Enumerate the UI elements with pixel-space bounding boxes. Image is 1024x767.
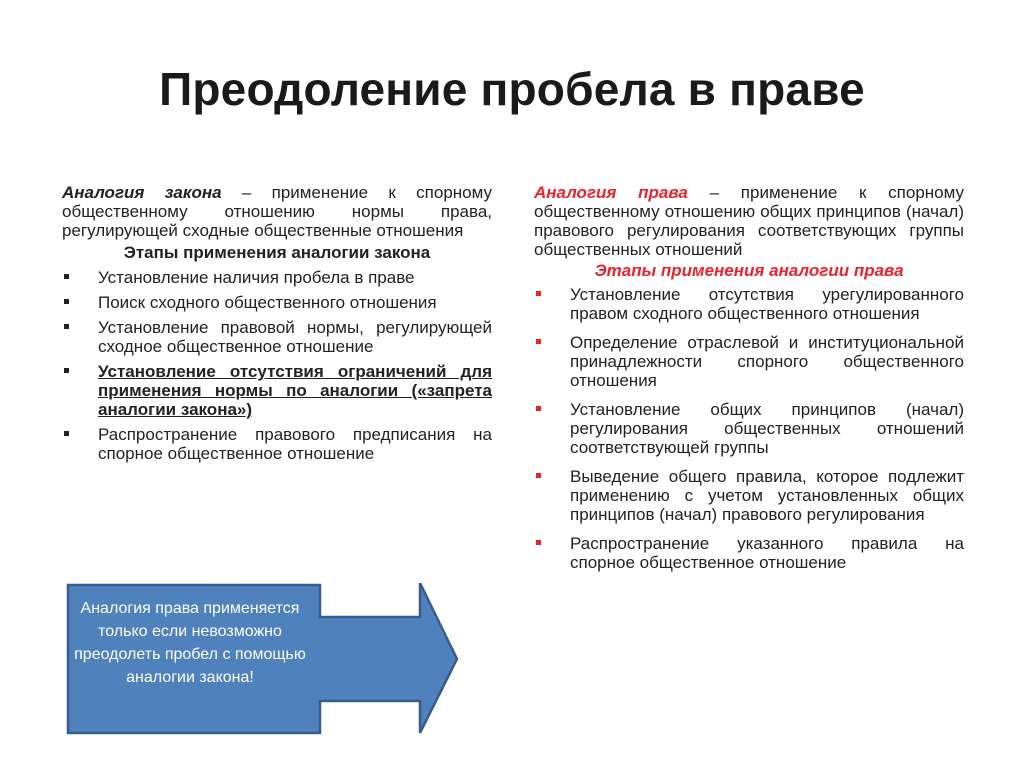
list-item [534, 400, 964, 457]
list-item [534, 467, 964, 524]
list-item-text: Определение отраслевой и институциональной принадлежности спорного общественного отношения [570, 333, 964, 390]
list-item [62, 293, 492, 312]
list-item-text: Выведение общего правила, которое подлежит применению с учетом установленных общих принципов (начал) правового регулирования [570, 467, 964, 524]
square-bullet-icon [64, 274, 69, 279]
callout-text: Аналогия права применяется только если невозможно преодолеть пробел с помощью аналогии закона! [74, 600, 306, 686]
list-item-text: Установление наличия пробела в праве [98, 268, 415, 287]
list-item [62, 268, 492, 287]
square-bullet-icon [64, 368, 69, 373]
law-analogy-stages-list [62, 268, 492, 463]
list-item-text: Распространение указанного правила на спорное общественное отношение [570, 534, 964, 572]
right-column [534, 183, 964, 582]
square-bullet-icon [64, 324, 69, 329]
list-item-text: Распространение правового предписания на спорное общественное отношение [98, 425, 492, 463]
square-bullet-icon [536, 406, 541, 411]
square-bullet-icon [64, 431, 69, 436]
square-bullet-icon [536, 339, 541, 344]
slide-title: Преодоление пробела в праве [159, 63, 865, 115]
right-analogy-definition-text: – применение к спорному общественному отношению общих принципов (начал) правового регулирования соответствующих группы общественных отношений [534, 183, 965, 259]
list-item-text: Установление отсутствия урегулированного правом сходного общественного отношения [570, 285, 964, 323]
square-bullet-icon [536, 473, 541, 478]
list-item [62, 318, 492, 356]
list-item-text: Установление общих принципов (начал) регулирования общественных отношений соответствующей группы [570, 400, 964, 457]
list-item [534, 285, 964, 323]
list-item [534, 333, 964, 390]
right-analogy-definition [534, 183, 964, 259]
right-analogy-term: Аналогия права [534, 183, 688, 202]
right-analogy-stages-list [534, 285, 964, 572]
list-item [62, 425, 492, 463]
law-analogy-term: Аналогия закона [62, 183, 222, 202]
callout-arrow [66, 583, 459, 735]
square-bullet-icon [536, 540, 541, 545]
law-analogy-stages-title: Этапы применения аналогии закона [123, 243, 431, 262]
law-analogy-definition [62, 183, 492, 240]
list-item [534, 534, 964, 572]
list-item-text: Установление правовой нормы, регулирующей сходное общественное отношение [98, 318, 492, 356]
list-item-text: Поиск сходного общественного отношения [98, 293, 437, 312]
list-item [62, 362, 492, 419]
left-column [62, 183, 492, 469]
law-analogy-definition-text: – применение к спорному общественному отношению нормы права, регулирующей сходные общественные отношения [62, 183, 492, 240]
square-bullet-icon [536, 291, 541, 296]
list-item-text: Установление отсутствия ограничений для применения нормы по аналогии («запрета аналогии закона») [98, 362, 492, 419]
right-analogy-stages-title: Этапы применения аналогии права [594, 261, 904, 280]
square-bullet-icon [64, 299, 69, 304]
